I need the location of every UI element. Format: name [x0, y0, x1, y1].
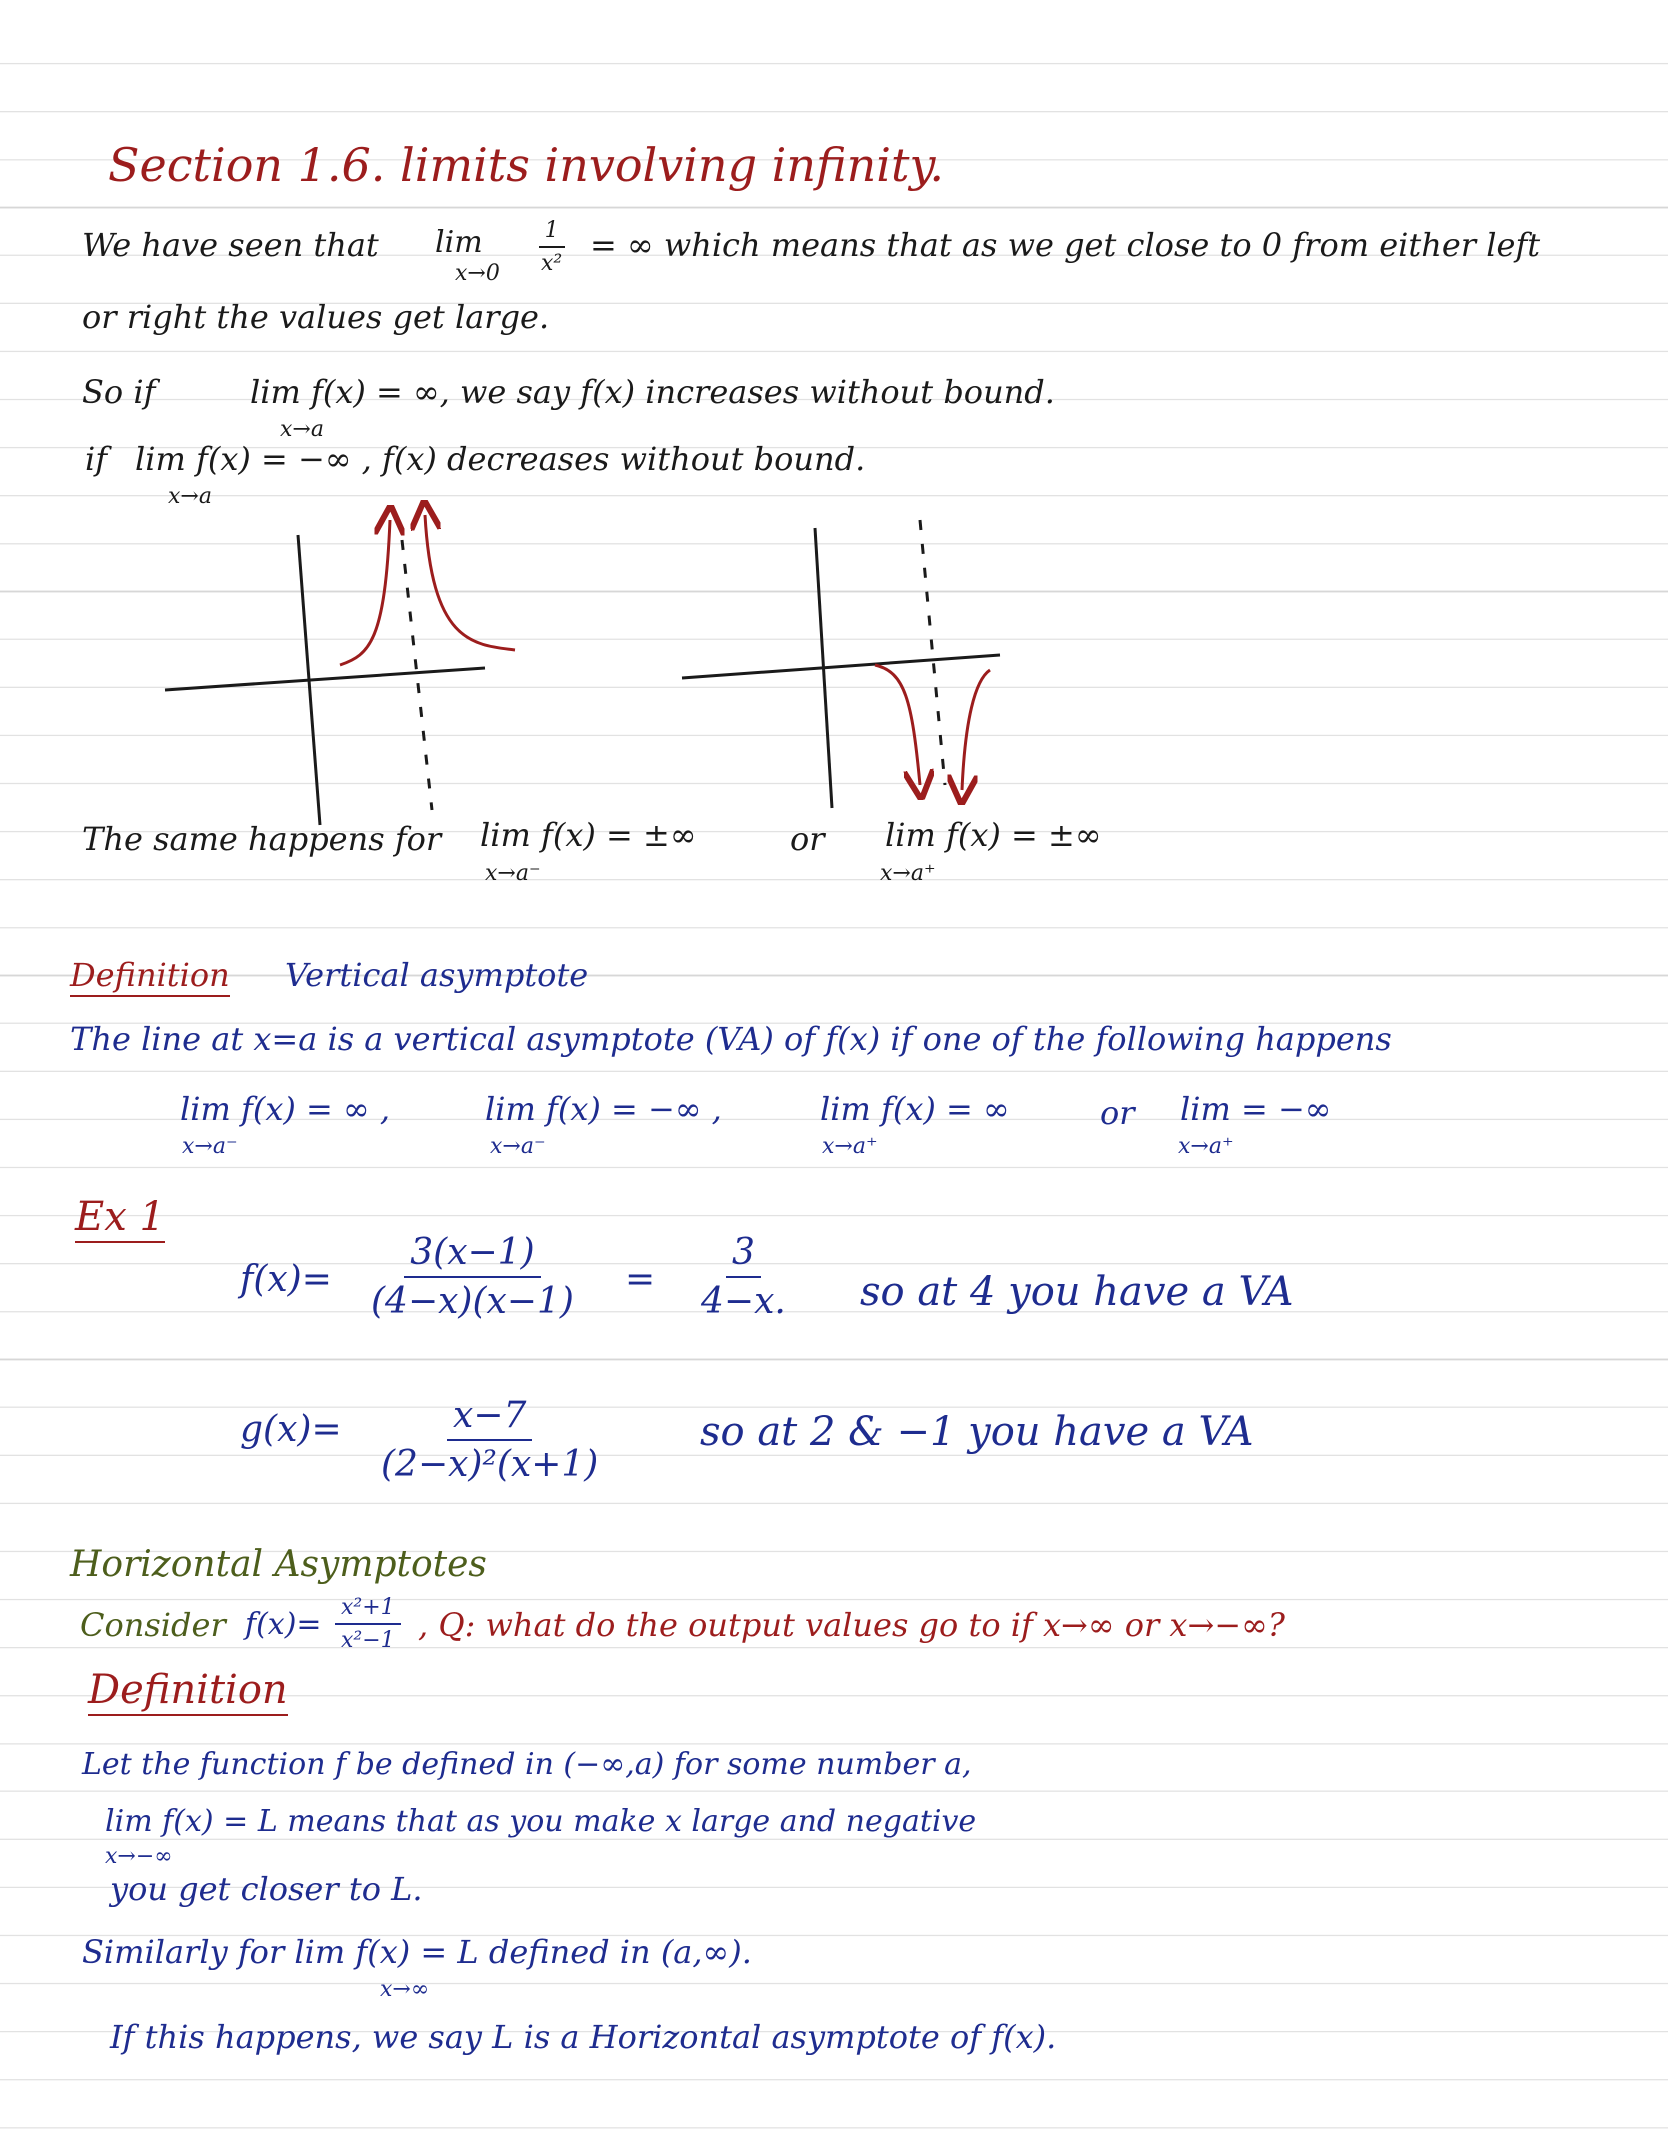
intro-lim-sub: x→0	[455, 261, 500, 286]
graph-increase-without-bound	[165, 515, 515, 825]
va-condition-1: lim f(x) = ∞ ,	[180, 1090, 390, 1128]
intro-fraction-den: x²	[541, 251, 563, 276]
va-condition-2: lim f(x) = −∞ ,	[485, 1090, 722, 1128]
lim-inf-sub: x→a	[280, 417, 324, 442]
lim-right-statement: lim f(x) = ±∞	[885, 816, 1102, 854]
lim-left-sub: x→a⁻	[485, 861, 541, 886]
definition-label-ha: Definition	[88, 1668, 288, 1716]
ha-line-4-sub: x→∞	[380, 1977, 430, 2002]
va-condition-3-sub: x→a⁺	[822, 1134, 878, 1159]
so-if-label: So if	[82, 373, 156, 411]
f-fraction-den: (4−x)(x−1)	[371, 1281, 574, 1322]
lim-right-sub: x→a⁺	[880, 861, 936, 886]
f-lhs: f(x)=	[240, 1259, 332, 1300]
f-fraction-num: 3(x−1)	[404, 1232, 540, 1278]
g-fraction	[375, 1395, 604, 1485]
intro-lim: lim	[435, 225, 483, 260]
f-simplified-fraction	[695, 1232, 792, 1322]
va-sentence: The line at x=a is a vertical asymptote (VA) of f(x) if one of the following happens	[70, 1020, 1392, 1058]
lim-left-statement: lim f(x) = ±∞	[480, 816, 697, 854]
consider-fraction-den: x²−1	[341, 1628, 395, 1653]
if-label: if	[85, 440, 108, 478]
lim-inf-statement: lim f(x) = ∞, we say f(x) increases without bound.	[250, 373, 1055, 411]
g-fraction-num: x−7	[447, 1395, 532, 1441]
g-fraction-den: (2−x)²(x+1)	[381, 1444, 599, 1485]
f-fraction	[365, 1232, 580, 1322]
consider-fraction	[335, 1595, 401, 1653]
va-condition-3: lim f(x) = ∞	[820, 1090, 1010, 1128]
ha-line-2: lim f(x) = L means that as you make x large and negative	[105, 1804, 977, 1839]
va-condition-2-sub: x→a⁻	[490, 1134, 546, 1159]
consider-fraction-num: x²+1	[335, 1595, 401, 1625]
f-comment: so at 4 you have a VA	[860, 1269, 1294, 1315]
va-or: or	[1100, 1094, 1135, 1132]
lim-neginf-statement: lim f(x) = −∞ , f(x) decreases without bound.	[135, 440, 866, 478]
ha-title: Horizontal Asymptotes	[70, 1544, 487, 1585]
ha-line-3: you get closer to L.	[110, 1870, 423, 1908]
intro-fraction-num: 1	[539, 218, 565, 248]
ha-line-5: If this happens, we say L is a Horizontal asymptote of f(x).	[110, 2018, 1057, 2056]
intro-text-1a: We have seen that	[82, 226, 379, 264]
ha-line-1: Let the function f be defined in (−∞,a) for some number a,	[82, 1747, 972, 1782]
va-condition-1-sub: x→a⁻	[182, 1134, 238, 1159]
consider-label: Consider	[80, 1606, 226, 1644]
consider-f-lhs: f(x)=	[245, 1607, 322, 1642]
intro-text-1b: = ∞ which means that as we get close to 0 from either left	[590, 226, 1541, 264]
or-text: or	[790, 820, 825, 858]
g-comment: so at 2 & −1 you have a VA	[700, 1409, 1254, 1455]
section-title: Section 1.6. limits involving infinity.	[108, 138, 944, 192]
lim-neginf-sub: x→a	[168, 484, 212, 509]
g-lhs: g(x)=	[240, 1409, 342, 1450]
f-simplified-den: 4−x.	[701, 1281, 786, 1322]
ha-line-2-sub: x→−∞	[105, 1844, 173, 1869]
f-equals: =	[625, 1259, 656, 1300]
consider-question: , Q: what do the output values go to if x→∞ or x→−∞?	[418, 1606, 1285, 1644]
example-label: Ex 1	[75, 1195, 165, 1243]
definition-title-va: Vertical asymptote	[285, 956, 589, 994]
graph-decrease-without-bound	[682, 520, 1000, 808]
ha-line-4: Similarly for lim f(x) = L defined in (a,∞).	[82, 1933, 752, 1971]
f-simplified-num: 3	[726, 1232, 761, 1278]
intro-text-2: or right the values get large.	[82, 298, 550, 336]
va-condition-4-sub: x→a⁺	[1178, 1134, 1234, 1159]
definition-label-va: Definition	[70, 958, 230, 997]
same-happens-text: The same happens for	[82, 820, 442, 858]
va-condition-4: lim = −∞	[1180, 1090, 1332, 1128]
